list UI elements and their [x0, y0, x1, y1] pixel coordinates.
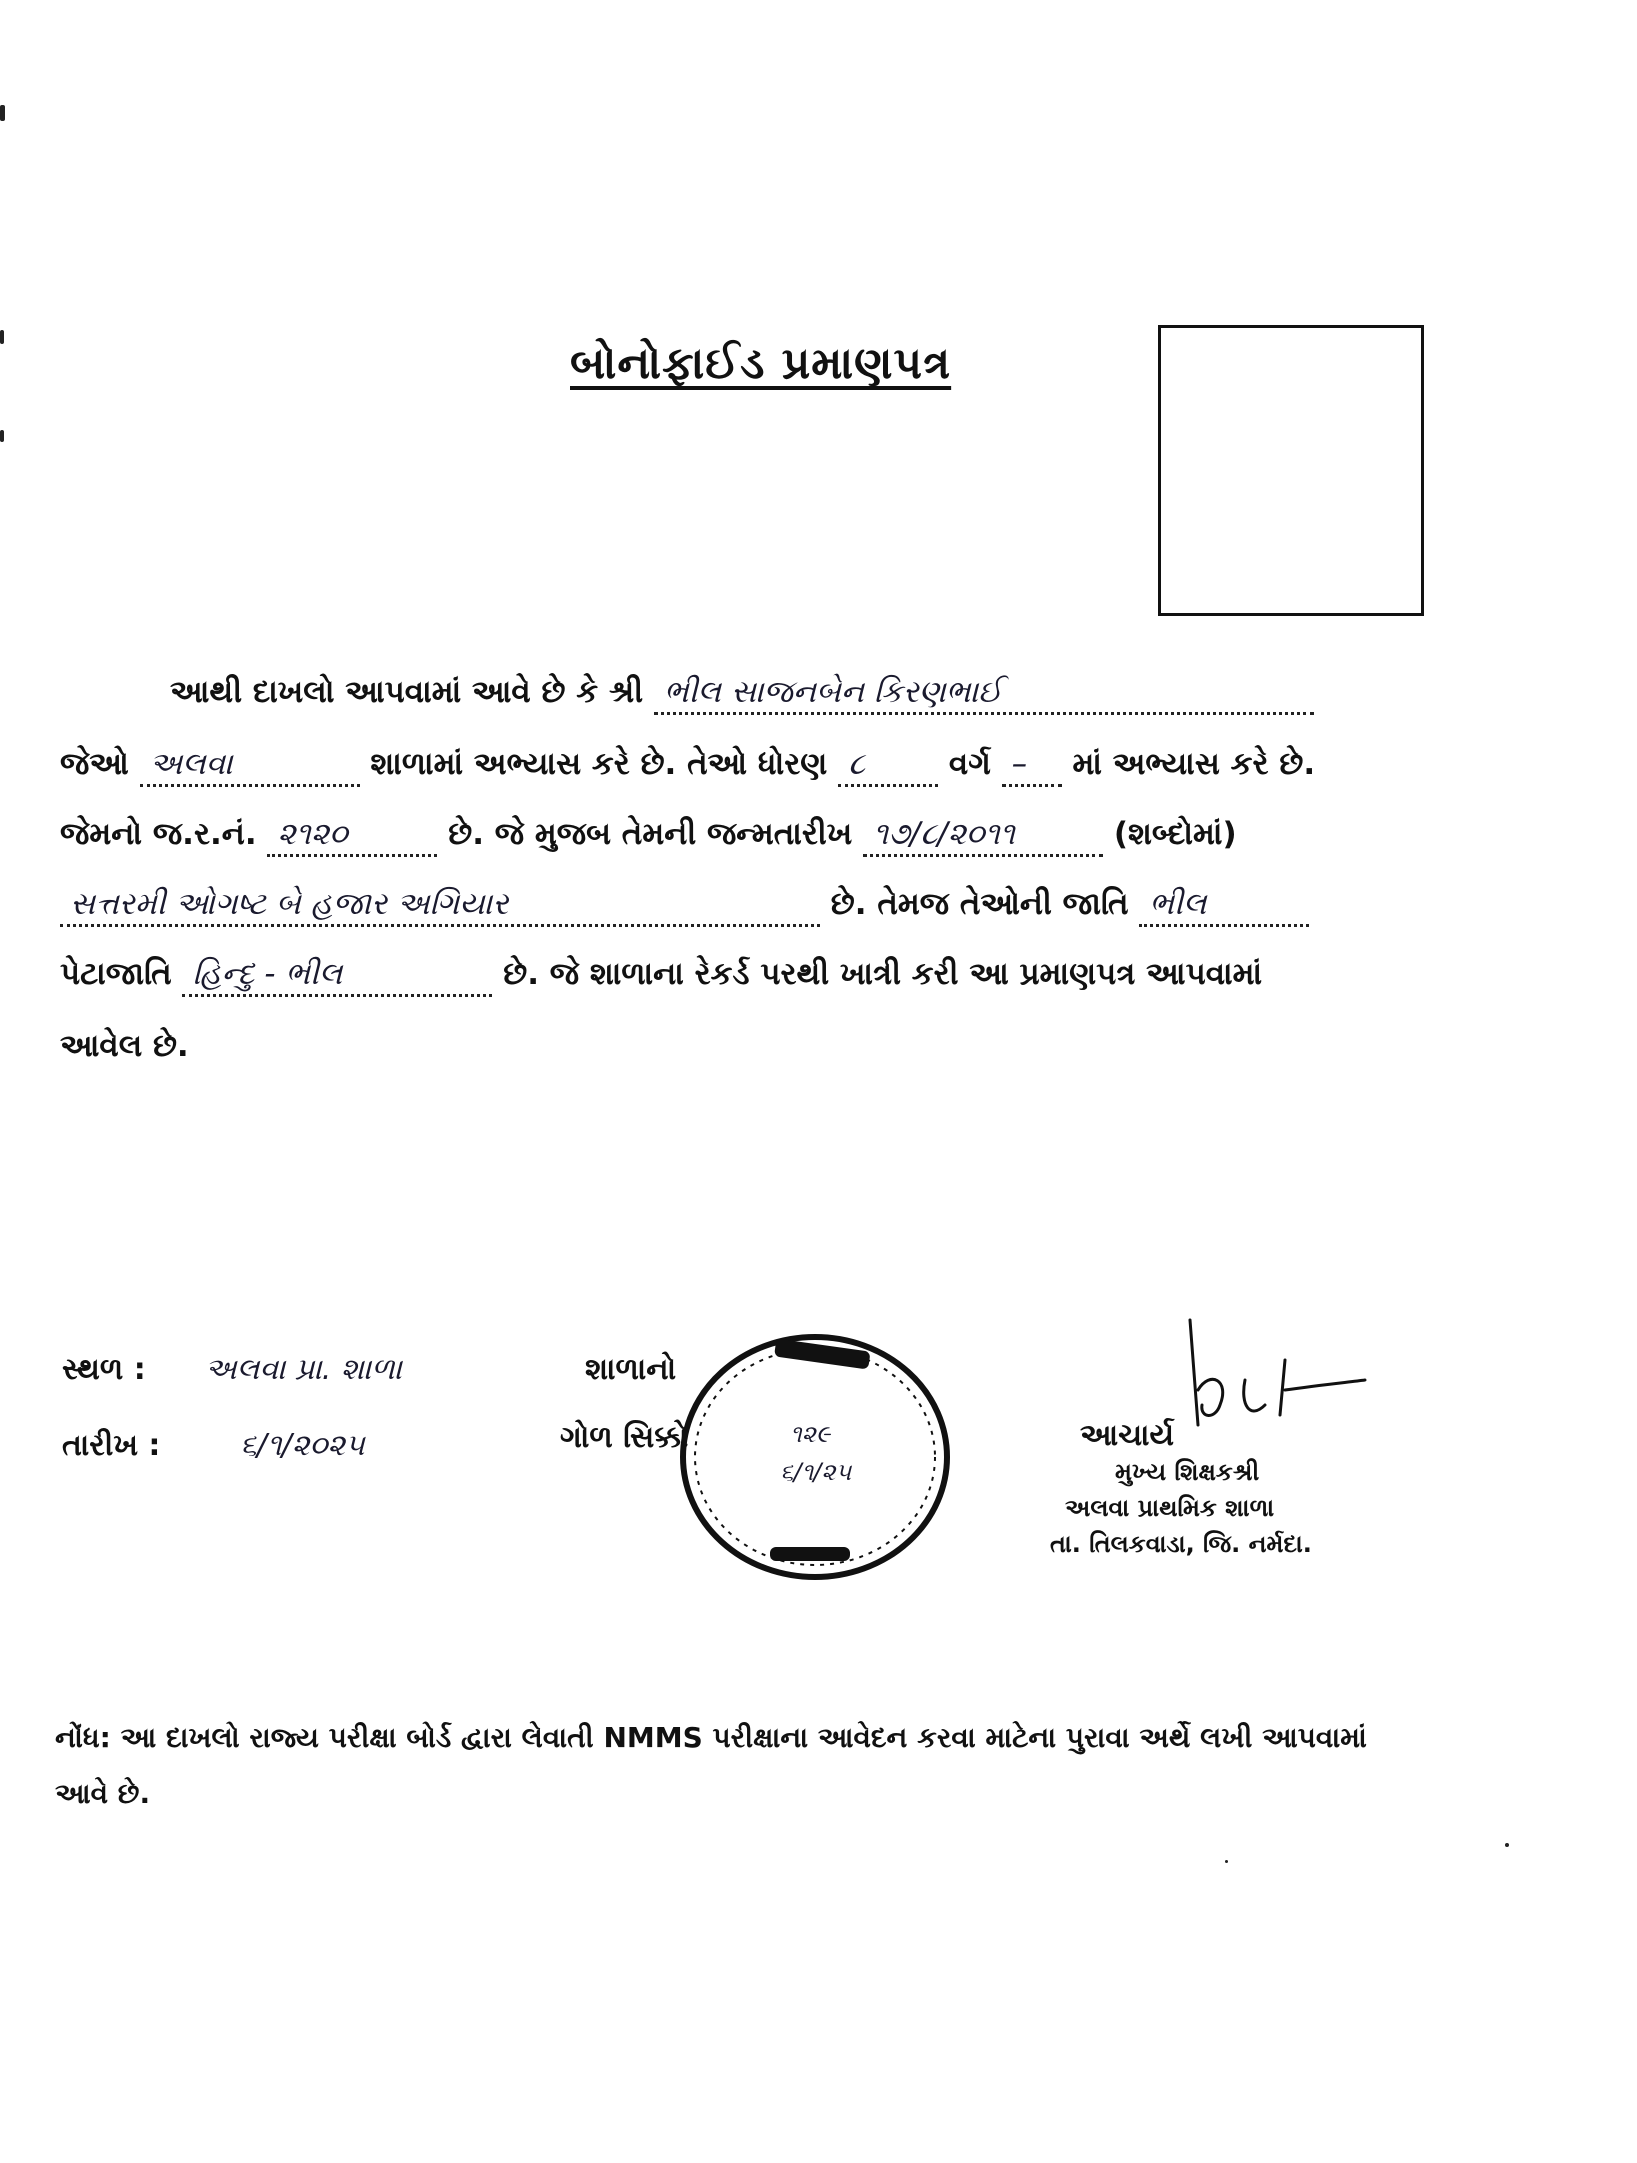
signatory-title: આચાર્ય	[1080, 1418, 1175, 1453]
certificate-title: બોનોફાઈડ પ્રમાણપત્ર	[570, 338, 952, 389]
line5-prefix: પેટાજાતિ	[60, 956, 172, 992]
stamp-label-line2: ગોળ સિક્કો	[560, 1420, 689, 1455]
line1-text: આથી દાખલો આપવામાં આવે છે કે શ્રી	[170, 674, 644, 710]
date-value: ૬/૧/૨૦૨૫	[240, 1428, 365, 1463]
cert-line-1	[170, 668, 1450, 716]
cert-line-5	[60, 950, 1450, 998]
seal-date-text: ૬/૧/૨૫	[780, 1458, 852, 1486]
photo-placeholder	[1158, 325, 1424, 616]
register-number-field: ૨૧૨૦	[267, 814, 437, 857]
line4-mid: છે. તેમજ તેઓની જાતિ	[830, 886, 1129, 922]
signatory-school: અલવા પ્રાથમિક શાળા	[1065, 1494, 1275, 1522]
seal-number-text: ૧૨૯	[790, 1420, 831, 1448]
line3-suffix: (શબ્દોમાં)	[1113, 816, 1237, 852]
class-field: –	[1002, 744, 1062, 787]
standard-field: ૮	[838, 744, 938, 787]
cert-line-4	[60, 880, 1450, 928]
stamp-label-line1: શાળાનો	[585, 1352, 677, 1387]
subcaste-field: હિન્દુ - ભીલ	[182, 954, 492, 997]
cert-line-2	[60, 740, 1450, 788]
place-value: અલવા પ્રા. શાળા	[205, 1352, 403, 1387]
school-seal-stamp	[665, 1322, 965, 1592]
caste-field: ભીલ	[1139, 884, 1309, 927]
footnote: નોંધ: આ દાખલો રાજ્ય પરીક્ષા બોર્ડ દ્વારા લેવાતી NMMS પરીક્ષાના આવેદન કરવા માટેના પુરાવા અર્થે લખી આપવામાં આવે છે.	[55, 1721, 1367, 1810]
birthdate-words-field: સત્તરમી ઓગષ્ટ બે હજાર અગિયાર	[60, 884, 820, 927]
line2-class-label: વર્ગ	[948, 746, 991, 782]
date-label: તારીખ :	[62, 1428, 161, 1463]
student-name-field: ભીલ સાજનબેન કિરણભાઈ	[654, 672, 1314, 715]
line3-prefix: જેમનો જ.ર.નં.	[60, 816, 257, 852]
line2-mid: શાળામાં અભ્યાસ કરે છે. તેઓ ધોરણ	[370, 746, 828, 782]
line2-prefix: જેઓ	[60, 746, 129, 782]
signatory-address: તા. તિલકવાડા, જિ. નર્મદા.	[1050, 1530, 1312, 1558]
school-field: અલવા	[140, 744, 360, 787]
line3-mid: છે. જે મુજબ તેમની જન્મતારીખ	[448, 816, 853, 852]
birthdate-field: ૧૭/૮/૨૦૧૧	[863, 814, 1103, 857]
line2-suffix: માં અભ્યાસ કરે છે.	[1072, 746, 1316, 782]
cert-line-6: આવેલ છે.	[60, 1028, 189, 1064]
cert-line-3	[60, 810, 1450, 858]
place-label: સ્થળ :	[62, 1352, 146, 1387]
line5-suffix: છે. જે શાળાના રેકર્ડ પરથી ખાત્રી કરી આ પ્રમાણપત્ર આપવામાં	[503, 956, 1263, 992]
signatory-role: મુખ્ય શિક્ષકશ્રી	[1115, 1458, 1260, 1486]
